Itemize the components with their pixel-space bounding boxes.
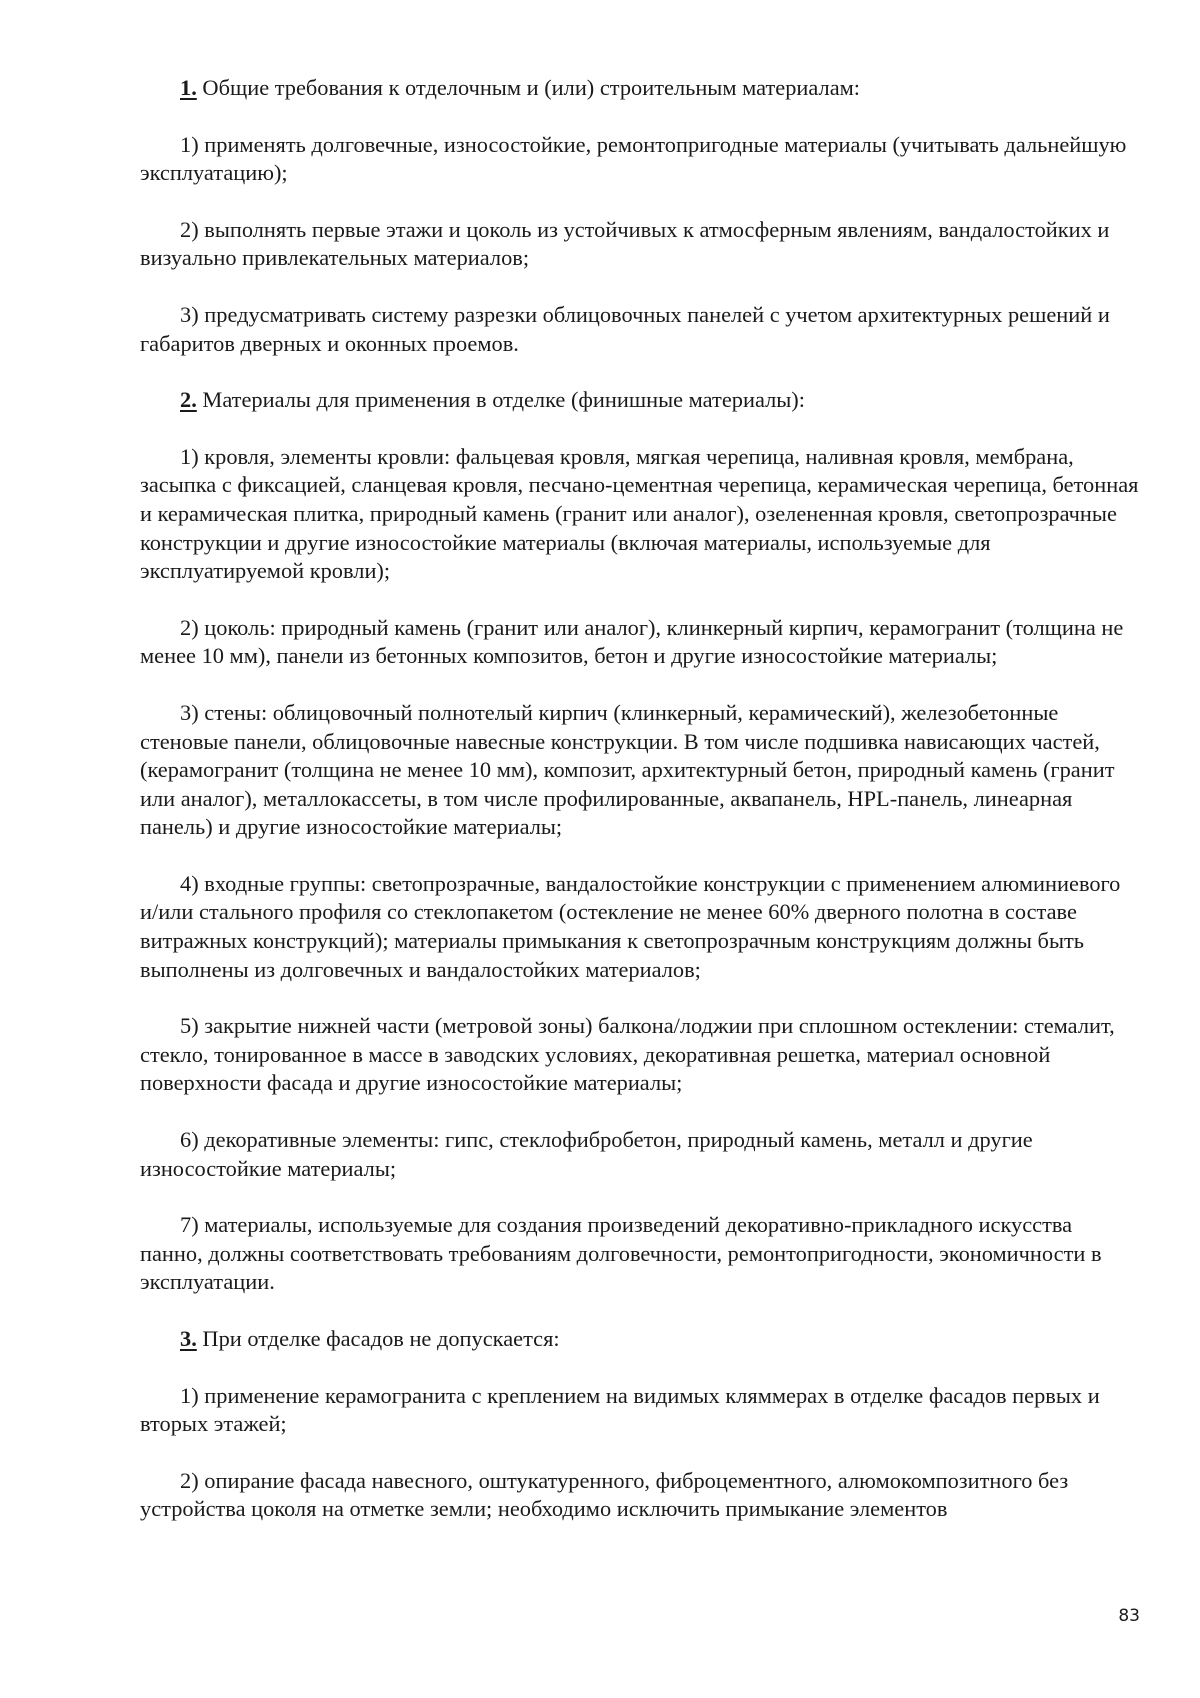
- item-number: 1): [180, 1382, 199, 1408]
- section-heading-2: [140, 386, 1140, 415]
- item-number: 2): [180, 1467, 199, 1493]
- section-number: 1.: [180, 75, 197, 100]
- item-number: 6): [180, 1127, 199, 1153]
- item-text: входные группы: светопрозрачные, вандалостойкие конструкции с применением алюминиевого и/или стального профиля со стеклопакетом (остекление не менее 60% дверного полотна в составе витражных конструкций); материалы примыкания к светопрозрачным конструкциям должны быть выполнены из долговечных и вандалостойких материалов;: [140, 870, 1121, 982]
- item-text: применение керамогранита с креплением на видимых кляммерах в отделке фасадов первых и вторых этажей;: [140, 1382, 1100, 1437]
- item-number: 3): [180, 699, 199, 725]
- list-item: [140, 1126, 1140, 1183]
- item-number: 7): [180, 1212, 199, 1238]
- section-title: Общие требования к отделочным и (или) строительным материалам:: [202, 75, 861, 100]
- list-item: [140, 1012, 1140, 1098]
- item-text: опирание фасада навесного, оштукатуренного, фиброцементного, алюмокомпозитного без устройства цоколя на отметке земли; необходимо исключить примыкание элементов: [140, 1467, 1069, 1522]
- section-number: 2.: [180, 387, 197, 413]
- item-number: 1): [180, 443, 199, 469]
- section-heading-1: [140, 74, 1140, 103]
- item-text: кровля, элементы кровли: фальцевая кровля, мягкая черепица, наливная кровля, мембрана, засыпка с фиксацией, сланцевая кровля, песчано-цементная черепица, керамическая черепица, бетонная и керамическая плитка, природный камень (гранит или аналог), озелененная кровля, светопрозрачные конструкции и другие износостойкие материалы (включая материалы, используемые для эксплуатируемой кровли);: [140, 443, 1139, 584]
- section-number: 3.: [180, 1326, 197, 1351]
- list-item: [140, 1467, 1140, 1524]
- list-item: [140, 131, 1140, 188]
- item-text: материалы, используемые для создания произведений декоративно-прикладного искусства панно, должны соответствовать требованиям долговечности, ремонтопригодности, экономичности в эксплуатации.: [140, 1212, 1102, 1295]
- list-item: [140, 614, 1140, 671]
- item-number: 1): [180, 131, 199, 157]
- item-text: стены: облицовочный полнотелый кирпич (клинкерный, керамический), железобетонные стеновые панели, облицовочные навесные конструкции. В том числе подшивка нависающих частей, (керамогранит (толщина не менее 10 мм), композит, архитектурный бетон, природный камень (гранит или аналог), металлокассеты, в том числе профилированные, аквапанель, HPL-панель, линеарная панель) и другие износостойкие материалы;: [140, 699, 1115, 840]
- section-title: При отделке фасадов не допускается:: [202, 1326, 560, 1351]
- item-text: выполнять первые этажи и цоколь из устойчивых к атмосферным явлениям, вандалостойких и визуально привлекательных материалов;: [140, 216, 1110, 271]
- item-number: 2): [180, 216, 199, 242]
- list-item: [140, 870, 1140, 984]
- list-item: [140, 699, 1140, 842]
- item-text: предусматривать систему разрезки облицовочных панелей с учетом архитектурных решений и габаритов дверных и оконных проемов.: [140, 301, 1110, 356]
- list-item: [140, 1382, 1140, 1439]
- list-item: [140, 216, 1140, 273]
- page-number: 83: [1118, 1606, 1140, 1626]
- section-heading-3: [140, 1325, 1140, 1354]
- item-number: 5): [180, 1013, 199, 1039]
- item-number: 3): [180, 301, 199, 327]
- item-text: цоколь: природный камень (гранит или аналог), клинкерный кирпич, керамогранит (толщина не менее 10 мм), панели из бетонных композитов, бетон и другие износостойкие материалы;: [140, 614, 1124, 669]
- document-page: [140, 74, 1140, 1552]
- list-item: [140, 1211, 1140, 1297]
- list-item: [140, 443, 1140, 586]
- item-number: 4): [180, 870, 199, 896]
- list-item: [140, 301, 1140, 358]
- item-number: 2): [180, 614, 199, 640]
- section-title: Материалы для применения в отделке (финишные материалы):: [202, 387, 805, 413]
- item-text: декоративные элементы: гипс, стеклофибробетон, природный камень, металл и другие износостойкие материалы;: [140, 1127, 1033, 1181]
- item-text: закрытие нижней части (метровой зоны) балкона/лоджии при сплошном остеклении: стемалит, стекло, тонированное в массе в заводских условиях, декоративная решетка, материал основной поверхности фасада и другие износостойкие материалы;: [140, 1013, 1115, 1096]
- item-text: применять долговечные, износостойкие, ремонтопригодные материалы (учитывать дальнейшую эксплуатацию);: [140, 131, 1127, 186]
